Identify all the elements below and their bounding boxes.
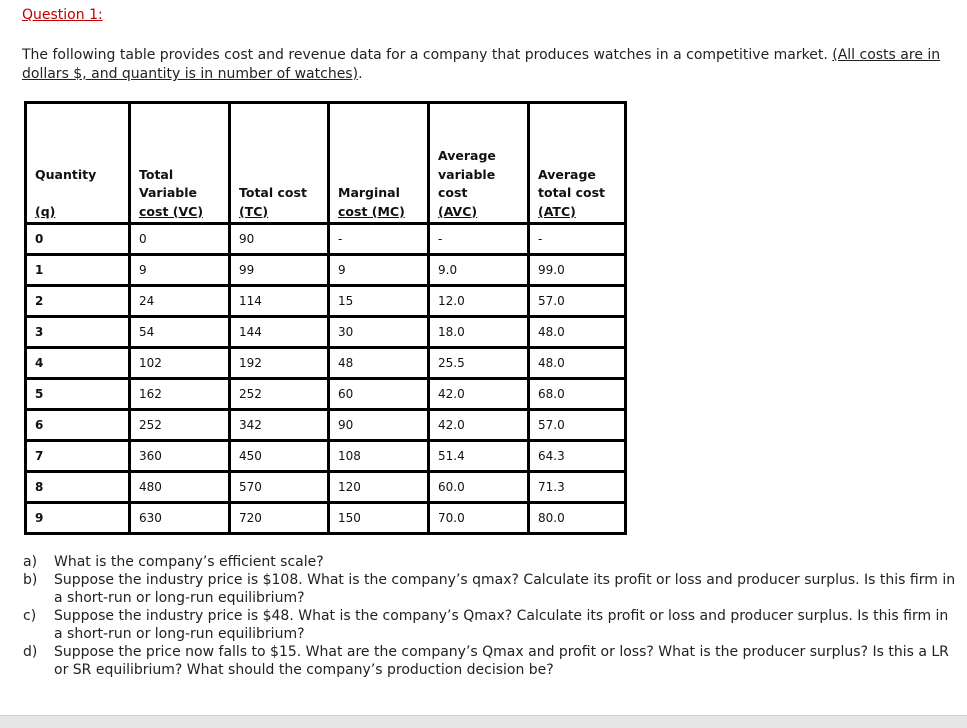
cell-total-cost: 342 <box>230 410 329 441</box>
question-text: Suppose the industry price is $48. What is the company’s Qmax? Calculate its profit or loss and producer surplus. Is this firm in a short-run or long-run equilibrium? <box>54 608 949 642</box>
table-row <box>26 410 626 441</box>
question-item <box>23 607 958 643</box>
header-total-variable-cost: Total Variable cost (VC) <box>130 103 230 224</box>
cell-marginal-cost: 90 <box>329 410 429 441</box>
question-text: Suppose the price now falls to $15. What are the company’s Qmax and profit or loss? What is the producer surplus? Is this a LR or SR equilibrium? What should the company’s production decision be? <box>54 644 949 678</box>
cell-total-variable-cost: 9 <box>130 255 230 286</box>
cell-marginal-cost: 15 <box>329 286 429 317</box>
cell-average-total-cost: 48.0 <box>529 317 626 348</box>
cell-total-variable-cost: 360 <box>130 441 230 472</box>
table-row <box>26 379 626 410</box>
cell-total-variable-cost: 24 <box>130 286 230 317</box>
cell-total-variable-cost: 480 <box>130 472 230 503</box>
table-row <box>26 348 626 379</box>
cell-average-total-cost: 48.0 <box>529 348 626 379</box>
intro-suffix: . <box>358 66 363 82</box>
cell-total-variable-cost: 630 <box>130 503 230 534</box>
cell-quantity: 8 <box>26 472 130 503</box>
cell-marginal-cost: 108 <box>329 441 429 472</box>
cell-average-variable-cost: 9.0 <box>429 255 529 286</box>
header-average-total-cost: Average total cost (ATC) <box>529 103 626 224</box>
cell-quantity: 1 <box>26 255 130 286</box>
question-label: c) <box>23 608 37 624</box>
cell-total-cost: 252 <box>230 379 329 410</box>
question-item <box>23 571 958 607</box>
cell-average-variable-cost: - <box>429 224 529 255</box>
cell-marginal-cost: 60 <box>329 379 429 410</box>
cell-marginal-cost: - <box>329 224 429 255</box>
cell-average-variable-cost: 18.0 <box>429 317 529 348</box>
table-body <box>26 224 626 534</box>
question-label: d) <box>23 644 38 660</box>
question-text: Suppose the industry price is $108. What is the company’s qmax? Calculate its profit or loss and producer surplus. Is this firm in a short-run or long-run equilibrium? <box>54 572 956 606</box>
cell-quantity: 2 <box>26 286 130 317</box>
question-item <box>23 643 958 679</box>
cell-average-total-cost: 57.0 <box>529 410 626 441</box>
cell-marginal-cost: 9 <box>329 255 429 286</box>
cell-total-cost: 570 <box>230 472 329 503</box>
cell-total-cost: 192 <box>230 348 329 379</box>
cell-average-total-cost: - <box>529 224 626 255</box>
cell-total-variable-cost: 252 <box>130 410 230 441</box>
header-total-cost: Total cost (TC) <box>230 103 329 224</box>
cell-total-cost: 144 <box>230 317 329 348</box>
cell-quantity: 7 <box>26 441 130 472</box>
cell-average-variable-cost: 42.0 <box>429 410 529 441</box>
cell-average-total-cost: 68.0 <box>529 379 626 410</box>
cell-average-total-cost: 80.0 <box>529 503 626 534</box>
intro-text: The following table provides cost and revenue data for a company that produces watches in a competitive market. <box>22 47 833 63</box>
table-row <box>26 503 626 534</box>
table-row <box>26 286 626 317</box>
cell-total-variable-cost: 102 <box>130 348 230 379</box>
question-text: What is the company’s efficient scale? <box>54 554 324 570</box>
cell-total-cost: 114 <box>230 286 329 317</box>
cell-marginal-cost: 48 <box>329 348 429 379</box>
cell-total-variable-cost: 0 <box>130 224 230 255</box>
cell-average-variable-cost: 42.0 <box>429 379 529 410</box>
table-row <box>26 255 626 286</box>
cell-marginal-cost: 120 <box>329 472 429 503</box>
cell-total-variable-cost: 162 <box>130 379 230 410</box>
header-marginal-cost: Marginal cost (MC) <box>329 103 429 224</box>
cell-quantity: 4 <box>26 348 130 379</box>
cell-average-total-cost: 71.3 <box>529 472 626 503</box>
table-header-row <box>26 103 626 224</box>
cell-total-variable-cost: 54 <box>130 317 230 348</box>
table-row <box>26 472 626 503</box>
cell-quantity: 0 <box>26 224 130 255</box>
cell-average-variable-cost: 25.5 <box>429 348 529 379</box>
intro-units-note: (All costs are in dollars $, and quantity is in number of watches) <box>22 47 941 82</box>
table-row <box>26 224 626 255</box>
question-label: a) <box>23 554 38 570</box>
intro-paragraph <box>22 46 947 84</box>
question-item <box>23 553 958 571</box>
cell-quantity: 9 <box>26 503 130 534</box>
question-list <box>23 553 958 679</box>
question-title: Question 1: <box>22 7 103 23</box>
question-label: b) <box>23 572 38 588</box>
table-row <box>26 441 626 472</box>
cell-total-cost: 450 <box>230 441 329 472</box>
cell-average-total-cost: 64.3 <box>529 441 626 472</box>
cell-average-variable-cost: 51.4 <box>429 441 529 472</box>
cell-average-total-cost: 57.0 <box>529 286 626 317</box>
cell-marginal-cost: 150 <box>329 503 429 534</box>
cell-average-variable-cost: 70.0 <box>429 503 529 534</box>
cell-total-cost: 720 <box>230 503 329 534</box>
cell-total-cost: 99 <box>230 255 329 286</box>
header-quantity: Quantity (q) <box>26 103 130 224</box>
table-row <box>26 317 626 348</box>
cell-average-variable-cost: 12.0 <box>429 286 529 317</box>
header-average-variable-cost: Average variable cost (AVC) <box>429 103 529 224</box>
cell-quantity: 5 <box>26 379 130 410</box>
cell-total-cost: 90 <box>230 224 329 255</box>
cell-average-variable-cost: 60.0 <box>429 472 529 503</box>
cell-quantity: 3 <box>26 317 130 348</box>
cell-quantity: 6 <box>26 410 130 441</box>
cell-average-total-cost: 99.0 <box>529 255 626 286</box>
cost-table <box>24 101 627 535</box>
cell-marginal-cost: 30 <box>329 317 429 348</box>
